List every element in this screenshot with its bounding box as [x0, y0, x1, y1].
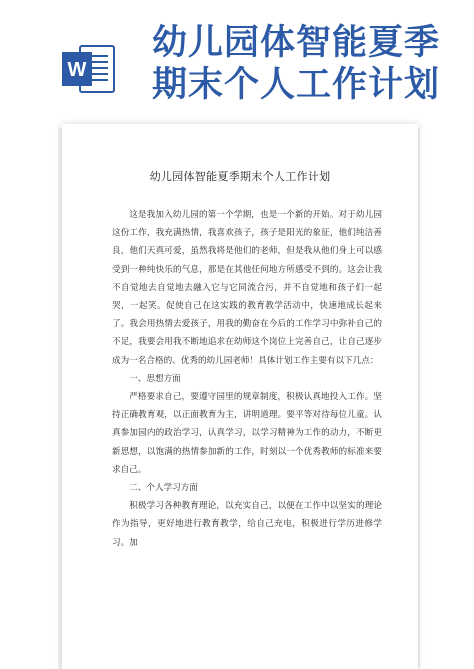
word-document-icon [60, 40, 118, 98]
section-heading-thought: 一、思想方面 [129, 373, 181, 384]
paragraph-intro: 这是我加入幼儿园的第一个学期，也是一个新的开始。对于幼儿园这份工作，我充满热情，我喜欢孩子，孩子是阳光的象征，他们纯洁善良，他们天真可爱，虽然我将是他们的老师，但是我从他们身上可以感受到一种纯快乐的气息，那是在其他任何地方所感受不到的。这会让我不自觉地去自觉地去融入它与它同流合污，并不自觉地和孩子们一起哭，一起笑。促使自己在这实践的教育教学活动中，快速地成长起来了。我会用热情去爱孩子，用我的勤奋在今后的工作学习中弥补自己的不足，我要会用我不断地追求在幼师这个岗位上完善自己，让自己逐步成为一名合格的、优秀的幼儿园老师！具体计划工作主要有以下几点： [112, 210, 382, 366]
banner-title [152, 22, 462, 106]
paragraph-study: 积极学习各种教育理论，以充实自己，以便在工作中以坚实的理论作为指导，更好地进行教育教学，给自己充电，积极进行学历进修学习。加 [112, 501, 382, 548]
banner-title-line2: 期末个人工作计划 [152, 65, 441, 105]
banner-title-line1: 幼儿园体智能夏季 [152, 23, 441, 63]
word-icon-letter: W [67, 59, 87, 81]
document-title: 幼儿园体智能夏季期末个人工作计划 [149, 170, 331, 183]
document-body [112, 206, 382, 552]
paragraph-thought: 严格要求自己，要遵守园里的规章制度，积极认真地投入工作。坚持正确教育观，以正面教育为主，讲明道理。要平等对待每位儿童。认真参加园内的政治学习，认真学习，以学习精神为工作的动力，不断更新思想，以饱满的热情参加新的工作，时刻以一个优秀教师的标准来要求自己。 [112, 392, 382, 475]
document-page [62, 124, 418, 669]
section-heading-study: 二、个人学习方面 [129, 483, 198, 494]
header-banner [0, 0, 474, 118]
